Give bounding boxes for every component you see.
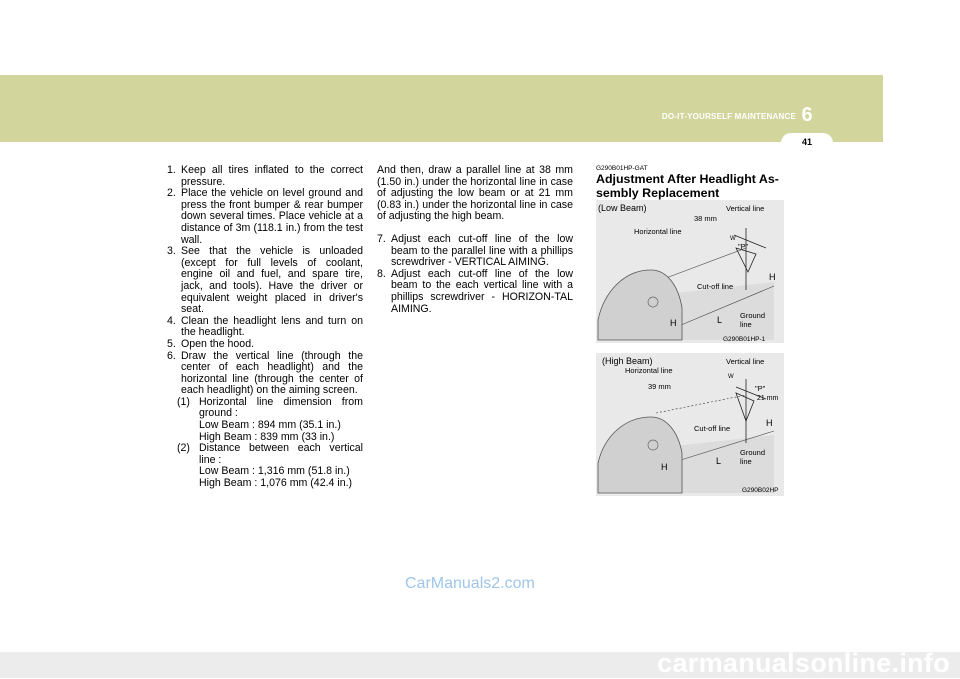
watermark-text[interactable]: CarManuals2.com <box>405 575 535 592</box>
svg-text:Ground: Ground <box>740 311 766 320</box>
car-shape <box>598 417 682 493</box>
svg-text:Vertical line: Vertical line <box>726 204 765 213</box>
high-beam-caption: (High Beam) <box>602 356 653 366</box>
substep-2-low: Low Beam : 1,316 mm (51.8 in.) <box>199 465 350 478</box>
high-beam-figure <box>596 353 784 496</box>
svg-text:21 mm: 21 mm <box>757 395 779 402</box>
svg-text:line: line <box>740 320 752 329</box>
svg-text:H: H <box>766 418 773 428</box>
step-1: 1. Keep all tires inflated to the correct pressure. <box>167 164 363 188</box>
page-number: 41 <box>801 137 812 147</box>
svg-text:W: W <box>728 374 734 380</box>
header-band <box>0 75 883 142</box>
svg-text:"P": "P" <box>755 384 766 393</box>
low-beam-caption: (Low Beam) <box>598 203 647 213</box>
car-shape <box>598 270 682 340</box>
section-title: DO-IT-YOURSELF MAINTENANCE <box>661 112 796 121</box>
svg-text:Ground: Ground <box>740 448 766 457</box>
svg-text:G290B01HP-1: G290B01HP-1 <box>723 336 766 343</box>
chapter-number: 6 <box>801 104 813 126</box>
middle-column <box>377 165 573 315</box>
substep-2: (2) Distance between each vertical line : <box>177 442 363 466</box>
section-heading: Adjustment After Headlight As-sembly Replacement <box>596 172 779 200</box>
svg-text:line: line <box>740 457 752 466</box>
step-5: 5. Open the hood. <box>167 337 255 350</box>
svg-text:"P": "P" <box>738 242 749 251</box>
substep-2-high: High Beam : 1,076 mm (42.4 in.) <box>199 477 353 490</box>
svg-text:Cut-off line: Cut-off line <box>694 424 731 433</box>
svg-text:38 mm: 38 mm <box>694 214 717 223</box>
guide-line <box>666 248 746 278</box>
substep-1: (1) Horizontal line dimension from ground : <box>177 395 363 420</box>
beam-pattern <box>736 393 754 421</box>
step-3: 3. See that the vehicle is unloaded (except for full levels of coolant, engine oil and fuel, and spare tire, jack, and tools). Have the driver or equivalent weight placed in driver's seat. <box>167 245 363 316</box>
step-2: 2. Place the vehicle on level ground and press the front bumper & rear bumper down several times. Place vehicle at a distance of 3m (118.1 in.) from the test wall. <box>167 187 363 246</box>
svg-text:H: H <box>661 462 668 472</box>
step-6: 6. Draw the vertical line (through the center of each headlight) and the horizontal line (through the center of each headlight) on the aiming screen. <box>167 349 363 397</box>
substep-1-low: Low Beam : 894 mm (35.1 in.) <box>199 419 341 432</box>
svg-text:Horizontal line: Horizontal line <box>625 366 673 375</box>
svg-text:H: H <box>670 318 677 328</box>
step-8: 8. Adjust each cut-off line of the low beam to the each vertical line with a phillips screwdriver - HORIZON-TAL AIMING. <box>377 267 573 315</box>
step-4: 4. Clean the headlight lens and turn on the headlight. <box>167 314 363 339</box>
low-beam-figure <box>596 200 784 343</box>
intro-paragraph: And then, draw a parallel line at 38 mm (1.50 in.) under the horizontal line in case of adjusting the low beam or at 21 mm (0.83 in.) under the horizontal line in case of adjusting the high beam. <box>377 164 573 223</box>
svg-text:Horizontal line: Horizontal line <box>634 227 682 236</box>
svg-text:H: H <box>769 272 776 282</box>
footer-watermark: carmanualsonline.info <box>657 648 950 678</box>
section-code: G290B01HP-GAT <box>596 165 648 172</box>
svg-text:L: L <box>717 315 723 325</box>
left-column <box>167 165 363 490</box>
svg-text:Vertical line: Vertical line <box>726 357 765 366</box>
svg-text:G290B02HP: G290B02HP <box>742 487 779 494</box>
svg-text:39 mm: 39 mm <box>648 382 671 391</box>
svg-text:W: W <box>730 236 736 242</box>
step-7: 7. Adjust each cut-off line of the low beam to the parallel line with a phillips screwdriver - VERTICAL AIMING. <box>377 232 573 269</box>
svg-text:Cut-off line: Cut-off line <box>697 282 734 291</box>
guide-line <box>656 395 746 413</box>
substep-1-high: High Beam : 839 mm (33 in.) <box>199 430 335 443</box>
svg-text:L: L <box>716 456 722 466</box>
